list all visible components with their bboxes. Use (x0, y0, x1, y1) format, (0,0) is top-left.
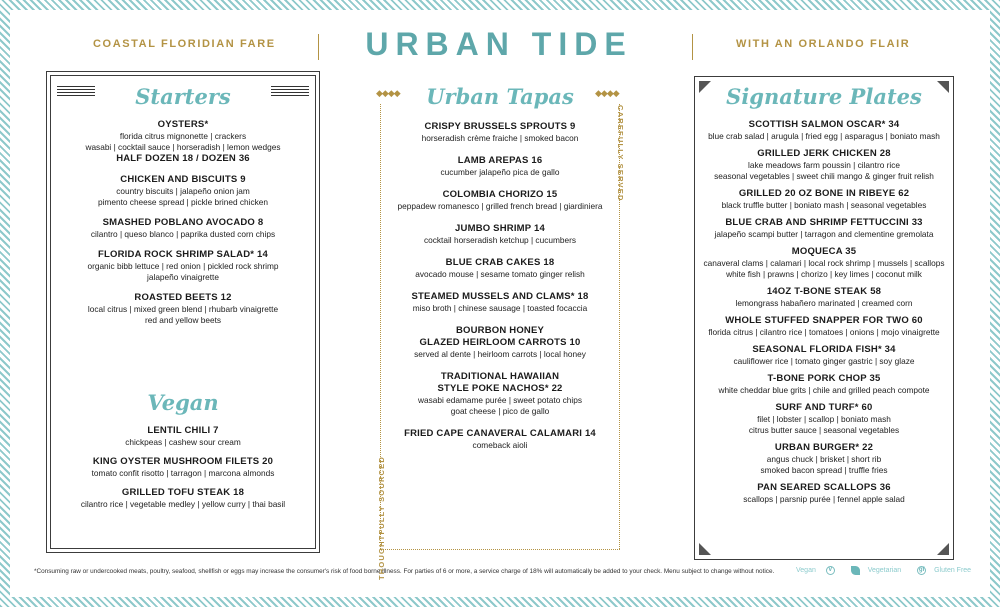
menu-item (388, 223, 612, 246)
menu-item-description: peppadew romanesco | grilled french bread | giardiniera (397, 201, 603, 211)
menu-item (700, 286, 948, 309)
menu-item (56, 292, 310, 326)
legend-vegetarian (849, 567, 907, 574)
menu-item (700, 344, 948, 367)
menu-item-description: lake meadows farm poussin | cilantro rice (747, 160, 901, 170)
legend-gf-label: Gluten Free (934, 567, 972, 575)
header-divider-right (692, 34, 693, 60)
diamond-ornament-left: ◆◆◆◆ (376, 88, 400, 98)
menu-item-name: PAN SEARED SCALLOPS 36 (757, 482, 891, 493)
menu-item-name: CRISPY BRUSSELS SPROUTS 9 (424, 121, 576, 132)
menu-item-name: SEASONAL FLORIDA FISH* 34 (752, 344, 896, 355)
menu-item (700, 373, 948, 396)
menu-item-description: avocado mouse | sesame tomato ginger relish (415, 269, 585, 279)
menu-item (56, 249, 310, 283)
menu-item (388, 189, 612, 212)
menu-item (56, 456, 310, 479)
menu-item-description: red and yellow beets (144, 315, 222, 325)
menu-item (700, 315, 948, 338)
menu-item-description: angus chuck | brisket | short rib (766, 454, 882, 464)
header-divider-left (318, 34, 319, 60)
menu-item-name: GRILLED TOFU STEAK 18 (121, 487, 245, 498)
signature-title: Signature Plates (726, 84, 922, 109)
menu-item (56, 425, 310, 448)
menu-item-description: blue crab salad | arugula | fried egg | asparagus | boniato mash (708, 131, 940, 141)
starters-title: Starters (135, 84, 231, 109)
menu-item-description: canaveral clams | calamari | local rock shrimp | mussels | scallops (703, 258, 945, 268)
menu-item-name: URBAN BURGER* 22 (774, 442, 874, 453)
menu-item-description: organic bibb lettuce | red onion | pickled rock shrimp (87, 261, 279, 271)
vegan-icon: V (826, 566, 835, 575)
menu-item-name: CHICKEN AND BISCUITS 9 (120, 174, 246, 185)
menu-item-description: seasonal vegetables | sweet chili mango & ginger fruit relish (714, 171, 934, 181)
menu-item (700, 482, 948, 505)
menu-item (388, 155, 612, 178)
menu-item-name: FLORIDA ROCK SHRIMP SALAD* 14 (98, 249, 268, 260)
menu-item (388, 325, 612, 360)
menu-item-description: white fish | prawns | chorizo | key limes | coconut milk (726, 269, 922, 279)
menu-item-description: black truffle butter | boniato mash | seasonal vegetables (721, 200, 927, 210)
menu-item (388, 291, 612, 314)
tapas-section (388, 84, 612, 462)
menu-item-name: KING OYSTER MUSHROOM FILETS 20 (92, 456, 274, 467)
menu-item-name: BOURBON HONEY (455, 325, 545, 336)
menu-item (56, 119, 310, 165)
menu-item-price-options: HALF DOZEN 18 / DOZEN 36 (116, 153, 250, 164)
menu-item-name: SCOTTISH SALMON OSCAR* 34 (748, 119, 900, 130)
menu-item-description: white cheddar blue grits | chile and grilled peach compote (718, 385, 930, 395)
menu-item (56, 174, 310, 208)
menu-item-description: served al dente | heirloom carrots | local honey (414, 349, 586, 359)
menu-item-description: jalapeño vinaigrette (147, 272, 219, 282)
legend-vegan (796, 567, 841, 574)
menu-item (388, 257, 612, 280)
legend-vegan-label: Vegan (796, 567, 816, 575)
right-tagline: WITH AN ORLANDO FLAIR (736, 38, 911, 50)
menu-item-name: BLUE CRAB CAKES 18 (445, 257, 555, 268)
menu-item (700, 148, 948, 182)
menu-item-name-line2: GLAZED HEIRLOOM CARROTS 10 (419, 337, 581, 348)
menu-item (700, 442, 948, 476)
menu-item-name: STEAMED MUSSELS AND CLAMS* 18 (411, 291, 589, 302)
menu-item-name: ROASTED BEETS 12 (134, 292, 232, 303)
menu-item-description: scallops | parsnip purée | fennel apple salad (743, 494, 905, 504)
menu-item-description: filet | lobster | scallop | boniato mash (757, 414, 891, 424)
left-tagline: COASTAL FLORIDIAN FARE (93, 38, 276, 50)
vegan-list (56, 425, 310, 510)
menu-item (700, 402, 948, 436)
menu-item-name: 14OZ T-BONE STEAK 58 (766, 286, 882, 297)
gluten-free-icon: gf (918, 567, 925, 573)
menu-item (56, 487, 310, 510)
menu-item-description: miso broth | chinese sausage | toasted focaccia (412, 303, 588, 313)
menu-item-name: JUMBO SHRIMP 14 (455, 223, 545, 234)
tapas-title: Urban Tapas (426, 84, 574, 109)
tapas-list (388, 121, 612, 451)
menu-item (56, 217, 310, 240)
starters-list (56, 119, 310, 326)
diamond-ornament-right: ◆◆◆◆ (595, 88, 619, 98)
menu-item-description: florida citrus mignonette | crackers (119, 131, 247, 141)
menu-item-name: GRILLED JERK CHICKEN 28 (757, 148, 891, 159)
menu-item-name: LENTIL CHILI 7 (147, 425, 219, 436)
menu-item-description: goat cheese | pico de gallo (450, 406, 550, 416)
menu-item-name: LAMB AREPAS 16 (457, 155, 543, 166)
legend-vegetarian-label: Vegetarian (867, 567, 902, 575)
menu-item-description: citrus butter sauce | seasonal vegetables (748, 425, 900, 435)
vegan-title: Vegan (147, 390, 219, 415)
menu-item-description: local citrus | mixed green blend | rhubarb vinaigrette (87, 304, 279, 314)
menu-item-description: cocktail horseradish ketchup | cucumbers (423, 235, 577, 245)
menu-item-description: cucumber jalapeño pica de gallo (440, 167, 560, 177)
menu-item-description: jalapeño scampi butter | tarragon and clementine gremolata (714, 229, 934, 239)
menu-item-description: comeback aioli (472, 440, 528, 450)
menu-item-name-line2: STYLE POKE NACHOS* 22 (437, 383, 563, 394)
menu-item (388, 121, 612, 144)
menu-item (700, 217, 948, 240)
menu-item (388, 428, 612, 451)
menu-item (700, 188, 948, 211)
menu-item-name: T-BONE PORK CHOP 35 (767, 373, 881, 384)
menu-item-description: tomato confit risotto | tarragon | marcona almonds (91, 468, 275, 478)
thoughtfully-sourced-label: THOUGHTFULLY SOURCED (377, 456, 386, 581)
menu-item-name: SMASHED POBLANO AVOCADO 8 (102, 217, 264, 228)
menu-item-description: chickpeas | cashew sour cream (125, 437, 241, 447)
carefully-served-label: CAREFULLY SERVED (616, 105, 625, 202)
vegetarian-icon (851, 566, 860, 575)
signature-list (700, 119, 948, 505)
menu-item-description: cilantro rice | vegetable medley | yellow curry | thai basil (80, 499, 286, 509)
legend-gf (915, 567, 977, 574)
menu-item-name: OYSTERS* (157, 119, 209, 130)
menu-item-description: lemongrass habañero marinated | creamed corn (735, 298, 913, 308)
menu-item-name: GRILLED 20 OZ BONE IN RIBEYE 62 (738, 188, 910, 199)
menu-item-description: smoked bacon spread | truffle fries (760, 465, 888, 475)
menu-item-name: FRIED CAPE CANAVERAL CALAMARI 14 (404, 428, 596, 439)
menu-item-description: pimento cheese spread | pickle brined chicken (97, 197, 269, 207)
signature-section (700, 84, 948, 511)
menu-item-name: BLUE CRAB AND SHRIMP FETTUCCINI 33 (725, 217, 923, 228)
restaurant-name: URBAN TIDE (365, 26, 633, 62)
menu-item-name: SURF AND TURF* 60 (775, 402, 873, 413)
corner-ornament-br (937, 543, 949, 555)
menu-item (700, 119, 948, 142)
menu-item-description: cilantro | queso blanco | paprika dusted corn chips (90, 229, 276, 239)
diet-legend (796, 566, 983, 575)
menu-item-description: wasabi | cocktail sauce | horseradish | lemon wedges (85, 142, 281, 152)
corner-ornament-bl (699, 543, 711, 555)
dotted-border-bottom (380, 549, 620, 550)
menu-item-name: COLOMBIA CHORIZO 15 (442, 189, 558, 200)
menu-item-name: WHOLE STUFFED SNAPPER FOR TWO 60 (725, 315, 923, 326)
menu-item-name: MOQUECA 35 (791, 246, 857, 257)
menu-item (700, 246, 948, 280)
starters-section (56, 84, 310, 335)
menu-item-description: florida citrus | cilantro rice | tomatoes | onions | mojo vinaigrette (708, 327, 940, 337)
footnote: *Consuming raw or undercooked meats, poultry, seafood, shellfish or eggs may increase the consumer's risk of food borne illness. For parties of 6 or more, a service charge of 18% will automatically be added to your check. Menu subject to change without notice. (34, 568, 775, 575)
menu-item-description: horseradish crème fraiche | smoked bacon (421, 133, 579, 143)
menu-item (388, 371, 612, 417)
menu-item-description: country biscuits | jalapeño onion jam (116, 186, 250, 196)
menu-item-name: TRADITIONAL HAWAIIAN (440, 371, 560, 382)
menu-item-description: wasabi edamame purée | sweet potato chips (417, 395, 583, 405)
menu-item-description: cauliflower rice | tomato ginger gastric | soy glaze (733, 356, 915, 366)
vegan-section (56, 390, 310, 518)
